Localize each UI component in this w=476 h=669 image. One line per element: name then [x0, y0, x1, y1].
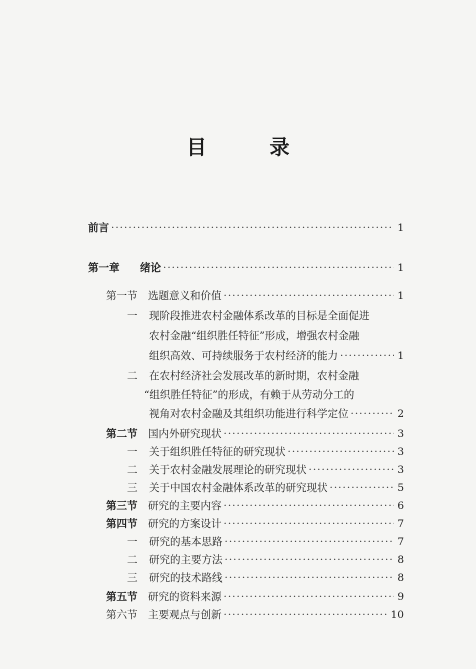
toc-subentry-line[interactable]: “组织胜任特征”的形成，有赖于从劳动分工的 — [144, 389, 355, 401]
subentry-label: 二 — [127, 554, 138, 566]
toc-entry-text: 关于农村金融发展理论的研究现状 — [149, 464, 307, 476]
toc-subentry-line[interactable]: 现阶段推进农村金融体系改革的目标是全面促进 — [149, 310, 370, 322]
toc-page-number: 3 — [397, 464, 404, 476]
toc-subentry-4-3[interactable] — [127, 571, 404, 585]
toc-subentry-4-1[interactable] — [127, 535, 404, 549]
toc-entry-text: 主要观点与创新 — [148, 609, 222, 621]
toc-entry-text: 研究的主要内容 — [148, 500, 222, 512]
toc-subentry-line[interactable]: 农村金融“组织胜任特征”形成，增强农村金融 — [149, 330, 360, 342]
toc-entry-section-6[interactable] — [106, 608, 404, 622]
leader-dots — [330, 481, 395, 495]
chapter-label: 第一章 — [88, 262, 120, 274]
toc-entry-text: 关于中国农村金融体系改革的研究现状 — [149, 482, 328, 494]
leader-dots — [224, 590, 395, 604]
toc-subentry-line[interactable]: 在农村经济社会发展改革的新时期，农村金融 — [149, 370, 359, 382]
toc-subentry-2-3[interactable] — [127, 481, 404, 495]
leader-dots — [351, 407, 395, 421]
toc-page-number: 1 — [397, 350, 404, 362]
toc-entry-text: 研究的资料来源 — [148, 591, 222, 603]
toc-page-number: 10 — [390, 609, 404, 621]
toc-entry-text: 关于组织胜任特征的研究现状 — [149, 446, 286, 458]
leader-dots — [288, 445, 395, 459]
toc-entry-text: 研究的基本思路 — [149, 536, 223, 548]
toc-page-number: 3 — [397, 428, 404, 440]
section-label: 第四节 — [106, 518, 138, 530]
toc-entry-section-2[interactable] — [106, 427, 404, 441]
toc-subentry-label: 一 — [127, 310, 138, 322]
toc-page-number: 8 — [397, 554, 404, 566]
toc-entry-preface[interactable] — [88, 221, 404, 235]
leader-dots — [111, 221, 394, 235]
toc-entry-chapter-1[interactable] — [88, 261, 404, 275]
toc-entry-text: 研究的技术路线 — [149, 572, 223, 584]
toc-entry-text: 国内外研究现状 — [148, 428, 222, 440]
toc-entry-section-1[interactable] — [106, 289, 404, 303]
toc-entry-section-5[interactable] — [106, 590, 404, 604]
leader-dots — [224, 499, 395, 513]
toc-page-number: 7 — [397, 518, 404, 530]
toc-entry-text: 研究的方案设计 — [148, 518, 222, 530]
section-label: 第五节 — [106, 591, 138, 603]
toc-page-number: 3 — [397, 446, 404, 458]
leader-dots — [225, 553, 395, 567]
toc-entry-section-4[interactable] — [106, 517, 404, 531]
leader-dots — [225, 571, 395, 585]
toc-page-number: 6 — [397, 500, 404, 512]
toc-entry-text: 选题意义和价值 — [148, 290, 222, 302]
leader-dots — [224, 289, 395, 303]
toc-entry-text: 视角对农村金融及其组织功能进行科学定位 — [149, 408, 349, 420]
subentry-label: 三 — [127, 482, 138, 494]
toc-page-number: 2 — [397, 408, 404, 420]
toc-page-number: 5 — [397, 482, 404, 494]
toc-subentry-4-2[interactable] — [127, 553, 404, 567]
toc-entry-text: 前言 — [88, 222, 109, 234]
toc-page-number: 7 — [397, 536, 404, 548]
toc-page-number: 1 — [397, 222, 404, 234]
leader-dots — [224, 608, 389, 622]
toc-subentry-1-2[interactable] — [149, 407, 404, 421]
section-label: 第二节 — [106, 428, 138, 440]
subentry-label: 一 — [127, 446, 138, 458]
leader-dots — [163, 261, 394, 275]
toc-entry-section-3[interactable] — [106, 499, 404, 513]
toc-entry-text: 研究的主要方法 — [149, 554, 223, 566]
leader-dots — [309, 463, 395, 477]
leader-dots — [340, 349, 394, 363]
toc-subentry-2-1[interactable] — [127, 445, 404, 459]
subentry-label: 三 — [127, 572, 138, 584]
toc-page-number: 1 — [397, 262, 404, 274]
toc-subentry-1-1[interactable] — [149, 349, 404, 363]
toc-subentry-label: 二 — [127, 370, 138, 382]
toc-page-number: 8 — [397, 572, 404, 584]
section-label: 第一节 — [106, 290, 138, 302]
toc-subentry-2-2[interactable] — [127, 463, 404, 477]
page-title: 目 录 — [186, 135, 318, 159]
leader-dots — [224, 517, 395, 531]
subentry-label: 二 — [127, 464, 138, 476]
toc-page-number: 9 — [397, 591, 404, 603]
toc-entry-text: 组织高效、可持续服务于农村经济的能力 — [149, 350, 338, 362]
section-label: 第三节 — [106, 500, 138, 512]
toc-entry-text: 绪论 — [140, 262, 161, 274]
subentry-label: 一 — [127, 536, 138, 548]
leader-dots — [225, 535, 395, 549]
toc-page-number: 1 — [397, 290, 404, 302]
leader-dots — [224, 427, 395, 441]
section-label: 第六节 — [106, 609, 138, 621]
